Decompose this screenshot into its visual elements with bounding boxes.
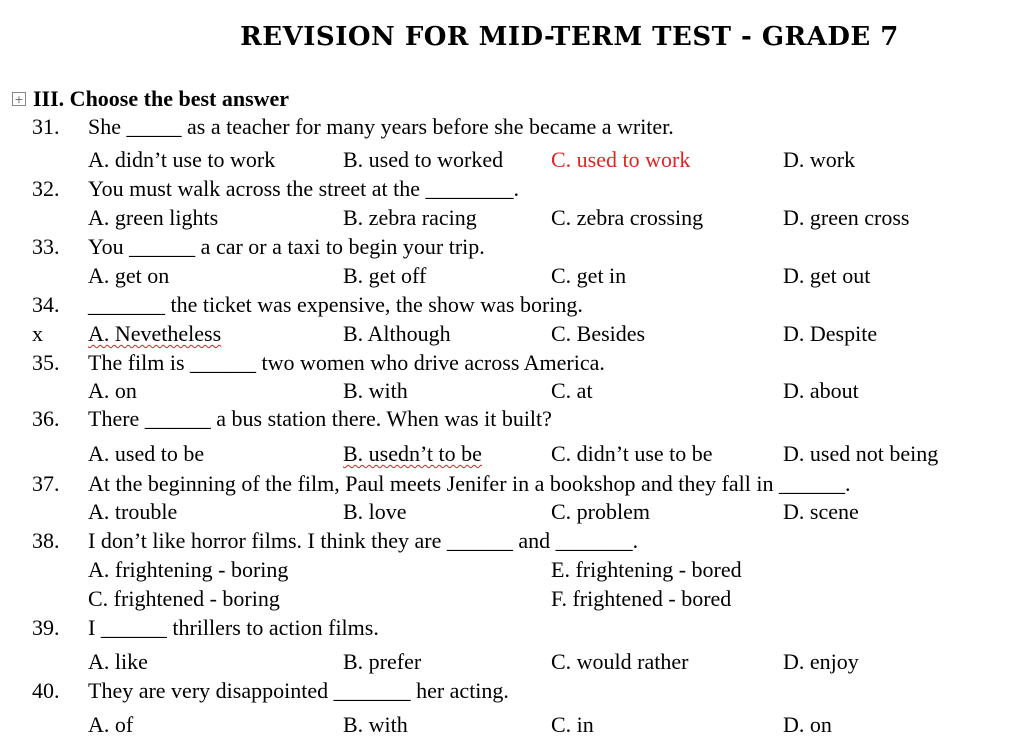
question-number: 39. — [32, 615, 60, 640]
option[interactable]: C. at — [551, 378, 593, 403]
option[interactable]: A. used to be — [88, 441, 205, 466]
question-39 — [0, 615, 1024, 644]
option[interactable]: D. scene — [783, 499, 859, 524]
question-number: 31. — [32, 114, 60, 139]
options-row — [0, 205, 1024, 234]
option[interactable]: E. frightening - bored — [551, 557, 742, 582]
option[interactable]: C. would rather — [551, 649, 689, 674]
question-text: The film is ______ two women who drive across America. — [88, 350, 605, 375]
options-row — [0, 499, 1024, 528]
question-37 — [0, 471, 1024, 500]
question-number: 38. — [32, 528, 60, 553]
option[interactable]: C. used to work — [551, 147, 691, 172]
option[interactable]: B. love — [343, 499, 407, 524]
question-text: _______ the ticket was expensive, the show was boring. — [88, 292, 583, 317]
option[interactable]: C. Besides — [551, 321, 646, 346]
option[interactable]: B. prefer — [343, 649, 422, 674]
answer-marker: x — [32, 321, 43, 346]
options-row — [0, 378, 1024, 407]
option[interactable]: B. with — [343, 712, 408, 737]
question-number: 40. — [32, 678, 60, 703]
table-move-handle-icon[interactable]: + — [12, 92, 26, 106]
question-40 — [0, 678, 1024, 707]
option[interactable]: D. green cross — [783, 205, 910, 230]
option[interactable]: F. frightened - bored — [551, 586, 732, 611]
option[interactable]: A. frightening - boring — [88, 557, 289, 582]
option[interactable]: C. frightened - boring — [88, 586, 280, 611]
question-text: They are very disappointed _______ her acting. — [88, 678, 509, 703]
option[interactable]: D. enjoy — [783, 649, 859, 674]
question-number: 36. — [32, 406, 60, 431]
option[interactable]: B. with — [343, 378, 408, 403]
option[interactable]: A. green lights — [88, 205, 219, 230]
options-row — [0, 712, 1024, 741]
question-text: There ______ a bus station there. When was it built? — [88, 406, 552, 431]
option[interactable]: A. trouble — [88, 499, 178, 524]
option[interactable]: B. get off — [343, 263, 427, 288]
question-text: You ______ a car or a taxi to begin your trip. — [88, 234, 485, 259]
options-row — [0, 263, 1024, 292]
question-33 — [0, 234, 1024, 263]
options-row — [0, 441, 1024, 470]
question-text: You must walk across the street at the ________. — [88, 176, 519, 201]
option[interactable]: C. get in — [551, 263, 627, 288]
question-number: 37. — [32, 471, 60, 496]
option[interactable]: A. of — [88, 712, 134, 737]
option[interactable]: A. on — [88, 378, 137, 403]
option[interactable]: D. used not being — [783, 441, 939, 466]
question-32 — [0, 176, 1024, 205]
option[interactable]: C. didn’t use to be — [551, 441, 713, 466]
option[interactable]: C. zebra crossing — [551, 205, 704, 230]
option[interactable]: D. work — [783, 147, 856, 172]
option[interactable]: B. usedn’t to be — [343, 441, 482, 466]
option[interactable]: B. zebra racing — [343, 205, 477, 230]
question-number: 35. — [32, 350, 60, 375]
option[interactable]: A. like — [88, 649, 148, 674]
option[interactable]: D. about — [783, 378, 859, 403]
question-35 — [0, 350, 1024, 379]
question-34 — [0, 292, 1024, 321]
page-title: REVISION FOR MID-TERM TEST - GRADE 7 — [240, 22, 899, 52]
options-row — [0, 321, 1024, 350]
option[interactable]: D. get out — [783, 263, 871, 288]
question-text: At the beginning of the film, Paul meets Jenifer in a bookshop and they fall in ______. — [88, 471, 851, 496]
option[interactable]: D. on — [783, 712, 832, 737]
option[interactable]: A. didn’t use to work — [88, 147, 276, 172]
option[interactable]: A. get on — [88, 263, 170, 288]
options-row — [0, 649, 1024, 678]
option[interactable]: C. in — [551, 712, 594, 737]
option[interactable]: C. problem — [551, 499, 650, 524]
options-row — [0, 147, 1024, 176]
options-row — [0, 557, 1024, 586]
question-31 — [0, 114, 1024, 143]
question-text: I don’t like horror films. I think they are ______ and _______. — [88, 528, 639, 553]
question-number: 32. — [32, 176, 60, 201]
question-text: She _____ as a teacher for many years before she became a writer. — [88, 114, 674, 139]
question-number: 34. — [32, 292, 60, 317]
option[interactable]: B. used to worked — [343, 147, 504, 172]
question-36 — [0, 406, 1024, 435]
question-38 — [0, 528, 1024, 557]
question-number: 33. — [32, 234, 60, 259]
options-row — [0, 586, 1024, 615]
section-heading: III. Choose the best answer — [33, 86, 290, 111]
option[interactable]: B. Although — [343, 321, 451, 346]
option[interactable]: D. Despite — [783, 321, 878, 346]
question-text: I ______ thrillers to action films. — [88, 615, 379, 640]
option[interactable]: A. Nevetheless — [88, 321, 222, 346]
